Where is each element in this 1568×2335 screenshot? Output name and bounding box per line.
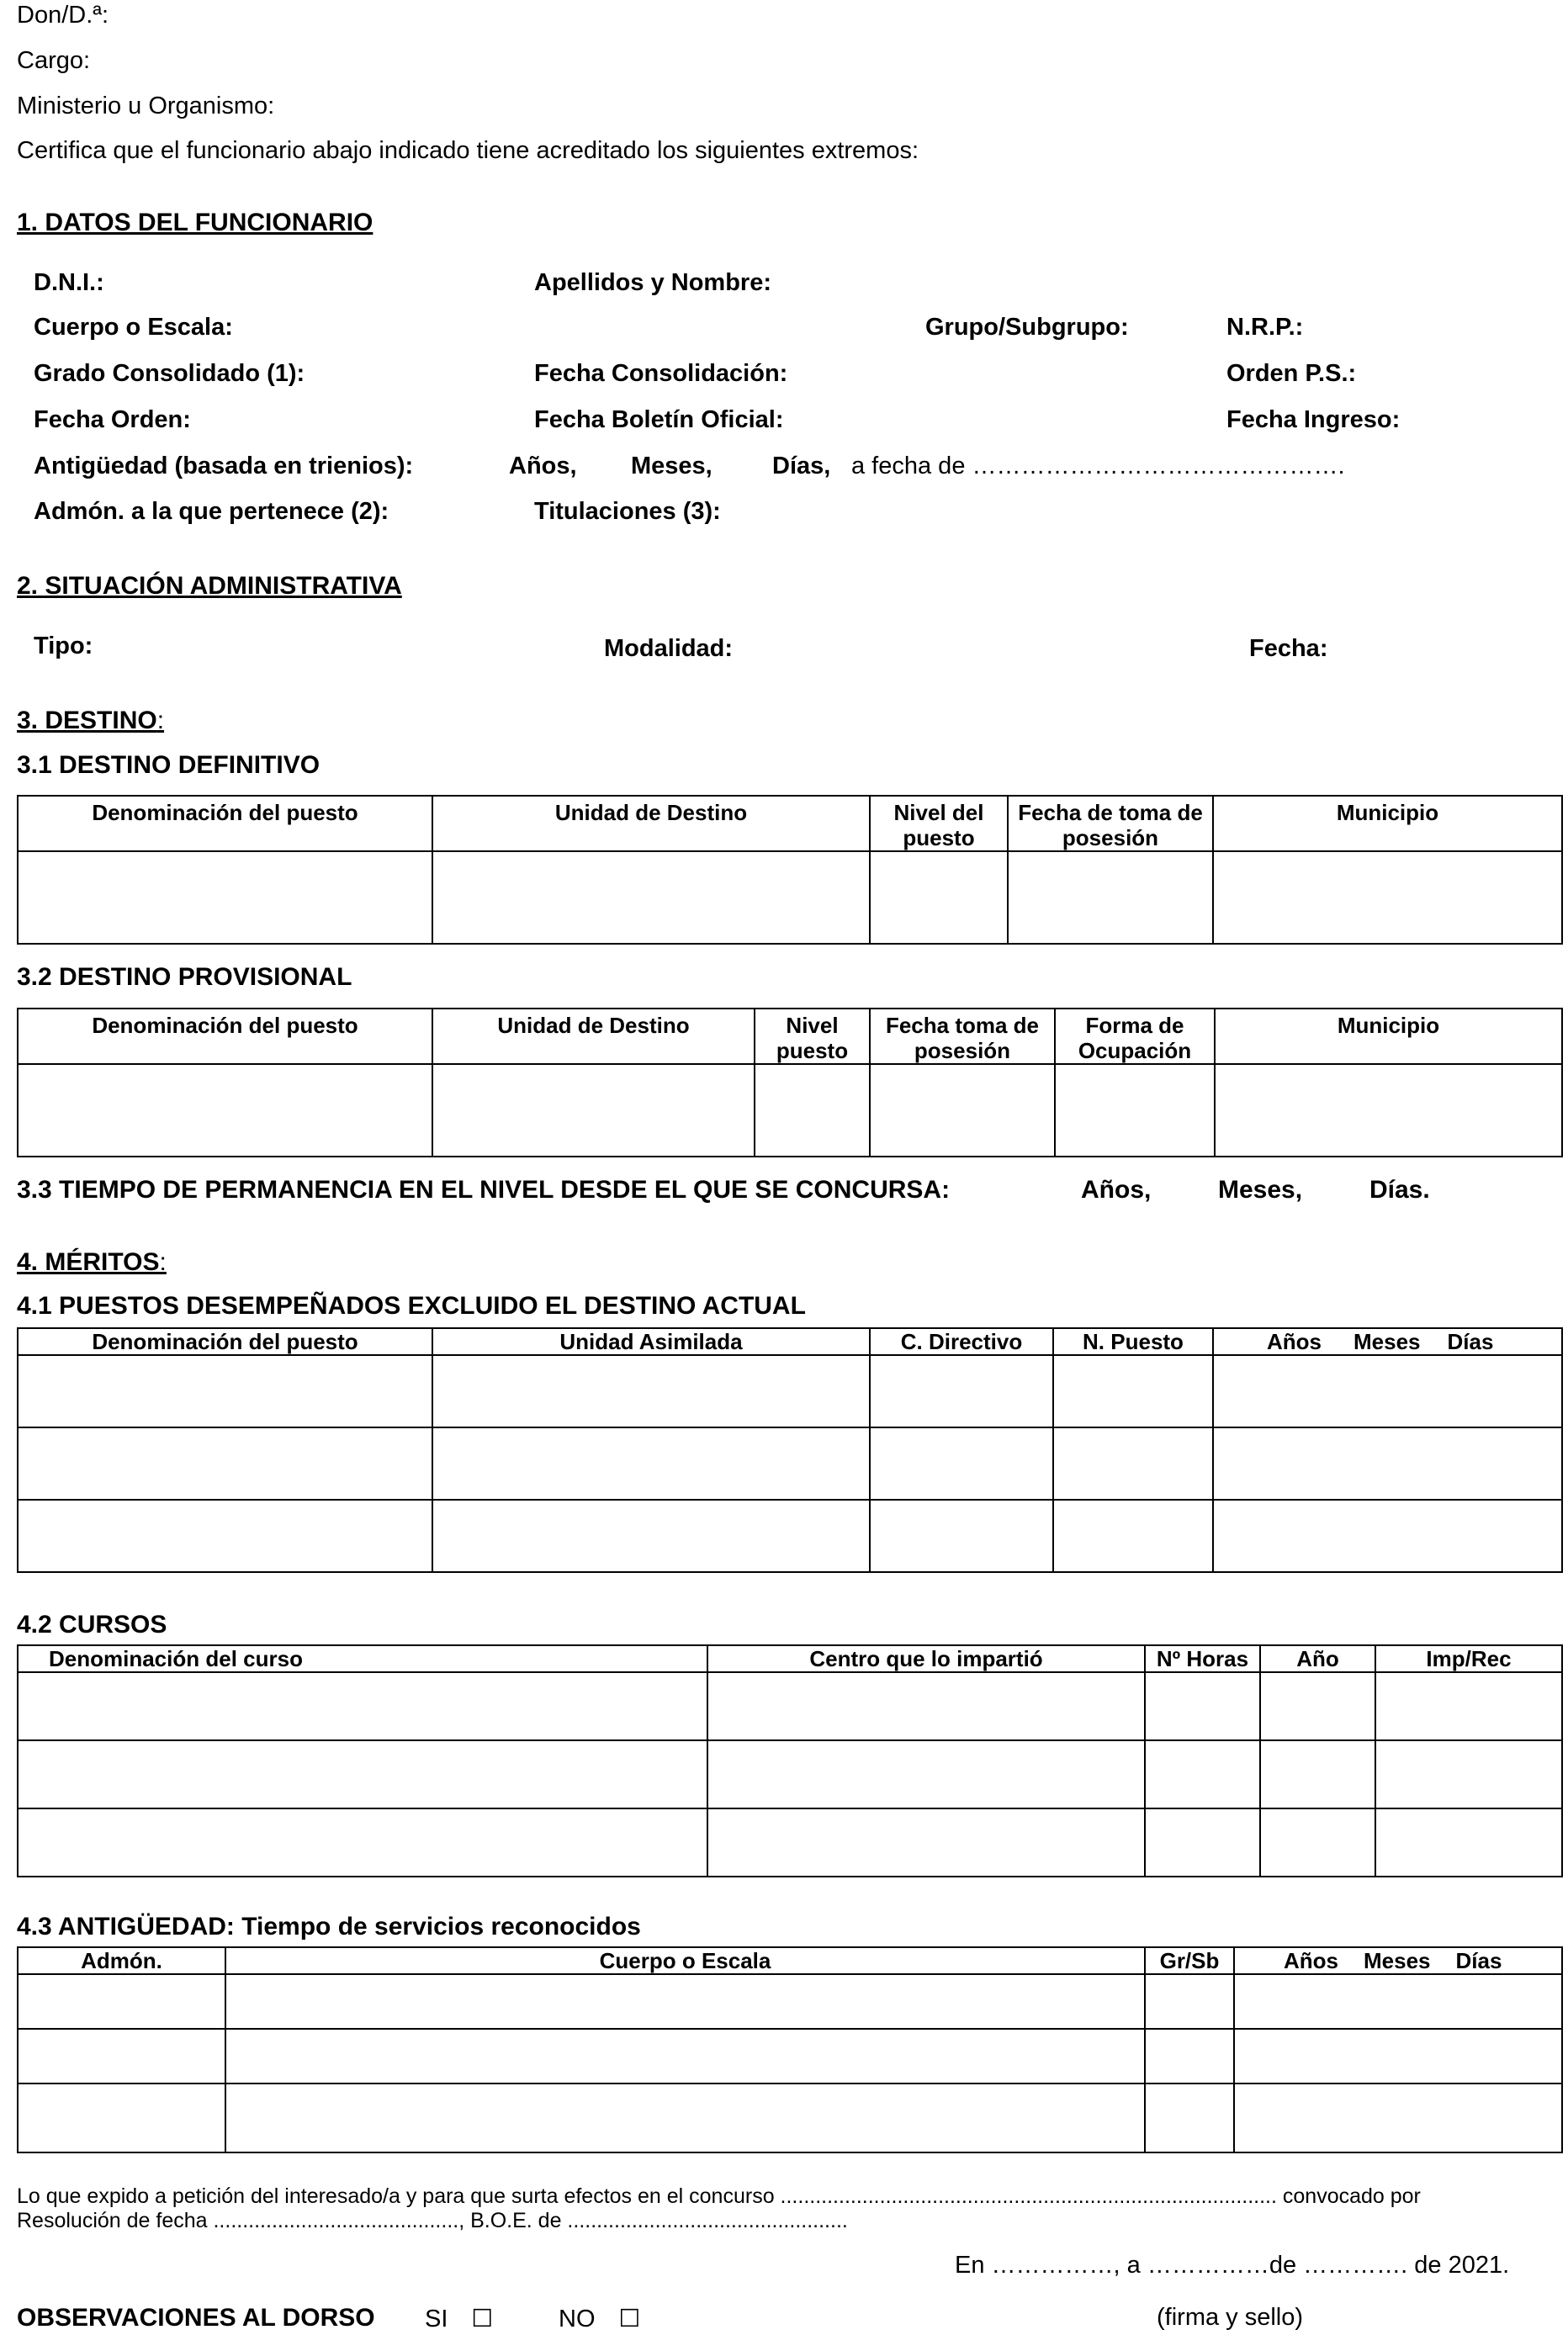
si-label: SI	[425, 2306, 448, 2332]
table-cell[interactable]	[225, 2029, 1145, 2083]
table-cell[interactable]	[1215, 1064, 1562, 1157]
footer-line2: Resolución de fecha .........................................., B.O.E. de ................................................	[17, 2209, 848, 2232]
antiguedad-servicios-title: 4.3 ANTIGÜEDAD: Tiempo de servicios reconocidos	[17, 1913, 641, 1941]
table-cell[interactable]	[1053, 1355, 1213, 1427]
meses-header: Meses	[1364, 1948, 1431, 1973]
no-label: NO	[559, 2306, 596, 2332]
table-cell[interactable]	[870, 1427, 1053, 1500]
header-cell: Denominación del puesto	[18, 796, 432, 851]
header-cell: Municipio	[1213, 796, 1562, 851]
cuerpo-label: Cuerpo o Escala:	[34, 314, 233, 341]
si-option[interactable]	[425, 2304, 493, 2333]
section2-title: 2. SITUACIÓN ADMINISTRATIVA	[17, 572, 402, 600]
header-cell: Unidad de Destino	[432, 796, 870, 851]
footer-line1: Lo que expido a petición del interesado/a y para que surta efectos en el concurso ..................................................................................... convocado por	[17, 2184, 1421, 2208]
don-label: Don/D.ª:	[17, 2, 109, 29]
header-cell: Fecha de toma de posesión	[1008, 796, 1213, 851]
header-cell: Nivel del puesto	[870, 796, 1008, 851]
permanencia-anos-label: Años,	[1081, 1176, 1152, 1204]
anos-header: Años	[1284, 1948, 1338, 1973]
header-cell: Nº Horas	[1145, 1645, 1260, 1672]
header-cell: Cuerpo o Escala	[225, 1947, 1145, 1974]
cursos-title: 4.2 CURSOS	[17, 1611, 167, 1639]
table-cell[interactable]	[1234, 2029, 1562, 2083]
table-header-row	[18, 1947, 1562, 1974]
puestos-desempenados-title: 4.1 PUESTOS DESEMPEÑADOS EXCLUIDO EL DESTINO ACTUAL	[17, 1292, 806, 1320]
table-cell[interactable]	[18, 1064, 432, 1157]
header-cell: Denominación del curso	[18, 1645, 707, 1672]
cursos-table	[17, 1644, 1563, 1877]
table-header-row	[18, 1328, 1562, 1355]
table-cell[interactable]	[1213, 1427, 1562, 1500]
table-cell[interactable]	[1055, 1064, 1215, 1157]
table-cell[interactable]	[432, 851, 870, 944]
table-cell[interactable]	[1260, 1740, 1375, 1808]
header-cell: Admón.	[18, 1947, 225, 1974]
no-option[interactable]	[559, 2304, 641, 2333]
no-checkbox-icon[interactable]: ☐	[618, 2304, 641, 2332]
table-cell[interactable]	[432, 1500, 870, 1572]
dias-header: Días	[1455, 1948, 1502, 1973]
grado-label: Grado Consolidado (1):	[34, 360, 305, 387]
table-cell[interactable]	[18, 1427, 432, 1500]
destino-definitivo-title: 3.1 DESTINO DEFINITIVO	[17, 751, 320, 779]
anos-header: Años	[1267, 1329, 1322, 1354]
table-cell[interactable]	[18, 851, 432, 944]
orden-ps-label: Orden P.S.:	[1226, 360, 1357, 387]
lugar-fecha-text: En ……………, a ……………de …………. de 2021.	[955, 2252, 1510, 2279]
fecha-orden-label: Fecha Orden:	[34, 406, 191, 433]
a-fecha-de-text: a fecha de ……………………………………….	[851, 453, 1345, 479]
table-cell[interactable]	[1053, 1427, 1213, 1500]
antiguedad-servicios-table	[17, 1946, 1563, 2153]
table-cell[interactable]	[18, 1740, 707, 1808]
permanencia-meses-label: Meses,	[1218, 1176, 1303, 1204]
header-cell: Denominación del puesto	[18, 1009, 432, 1064]
table-cell[interactable]	[1008, 851, 1213, 944]
tipo-label: Tipo:	[34, 633, 93, 659]
table-cell[interactable]	[1213, 1500, 1562, 1572]
meses-header: Meses	[1353, 1329, 1421, 1354]
table-cell[interactable]	[1145, 1974, 1234, 2029]
admon-label: Admón. a la que pertenece (2):	[34, 498, 389, 525]
header-cell: Municipio	[1215, 1009, 1562, 1064]
header-cell: Denominación del puesto	[18, 1328, 432, 1355]
table-cell[interactable]	[225, 1974, 1145, 2029]
table-row	[18, 1974, 1562, 2029]
table-cell[interactable]	[1234, 1974, 1562, 2029]
fecha-consolidacion-label: Fecha Consolidación:	[534, 360, 788, 387]
table-cell[interactable]	[755, 1064, 870, 1157]
table-cell[interactable]	[18, 1672, 707, 1740]
table-cell[interactable]	[1213, 1355, 1562, 1427]
table-cell[interactable]	[18, 1974, 225, 2029]
section3-title-wrap	[17, 707, 164, 735]
table-cell[interactable]	[432, 1355, 870, 1427]
table-row	[18, 851, 1562, 944]
table-row	[18, 1427, 1562, 1500]
fecha-situacion-label: Fecha:	[1249, 635, 1328, 662]
destino-provisional-title: 3.2 DESTINO PROVISIONAL	[17, 963, 352, 991]
table-row	[18, 1355, 1562, 1427]
table-header-row	[18, 796, 1562, 851]
header-cell: N. Puesto	[1053, 1328, 1213, 1355]
fecha-ingreso-label: Fecha Ingreso:	[1226, 406, 1401, 433]
section4-title-wrap	[17, 1248, 167, 1277]
table-cell[interactable]	[18, 1808, 707, 1877]
table-cell[interactable]	[1375, 1808, 1562, 1877]
table-row	[18, 1808, 1562, 1877]
section3-title: 3. DESTINO	[17, 707, 157, 734]
header-cell: Forma de Ocupación	[1055, 1009, 1215, 1064]
table-cell[interactable]	[870, 1064, 1055, 1157]
header-cell: Fecha toma de posesión	[870, 1009, 1055, 1064]
firma-text: (firma y sello)	[1157, 2304, 1304, 2331]
si-checkbox-icon[interactable]: ☐	[471, 2304, 494, 2332]
permanencia-dias-label: Días.	[1369, 1176, 1430, 1204]
grupo-label: Grupo/Subgrupo:	[925, 314, 1129, 341]
header-cell: Unidad de Destino	[432, 1009, 755, 1064]
table-cell[interactable]	[432, 1427, 870, 1500]
table-cell[interactable]	[1145, 2029, 1234, 2083]
table-cell[interactable]	[870, 1355, 1053, 1427]
header-cell	[1234, 1947, 1562, 1974]
table-cell[interactable]	[1260, 1808, 1375, 1877]
header-cell	[1213, 1328, 1562, 1355]
header-cell: Año	[1260, 1645, 1375, 1672]
titulaciones-label: Titulaciones (3):	[534, 498, 721, 525]
table-row	[18, 2083, 1562, 2152]
table-cell[interactable]	[1145, 1672, 1260, 1740]
table-cell[interactable]	[707, 1808, 1145, 1877]
nrp-label: N.R.P.:	[1226, 314, 1304, 341]
table-row	[18, 1740, 1562, 1808]
cargo-label: Cargo:	[17, 47, 91, 74]
table-cell[interactable]	[707, 1740, 1145, 1808]
section4-colon: :	[159, 1248, 167, 1276]
table-cell[interactable]	[1234, 2083, 1562, 2152]
table-cell[interactable]	[18, 2029, 225, 2083]
antiguedad-anos-label: Años,	[509, 453, 577, 479]
destino-definitivo-table	[17, 795, 1563, 945]
antiguedad-dias-label: Días,	[772, 453, 831, 479]
destino-provisional-table	[17, 1008, 1563, 1157]
table-row	[18, 2029, 1562, 2083]
header-cell: Nivel puesto	[755, 1009, 870, 1064]
table-cell[interactable]	[1375, 1740, 1562, 1808]
table-cell[interactable]	[1145, 2083, 1234, 2152]
table-cell[interactable]	[18, 1355, 432, 1427]
puestos-desempenados-table	[17, 1327, 1563, 1573]
header-cell: Unidad Asimilada	[432, 1328, 870, 1355]
header-cell: Imp/Rec	[1375, 1645, 1562, 1672]
table-header-row	[18, 1645, 1562, 1672]
antiguedad-label: Antigüedad (basada en trienios):	[34, 453, 414, 479]
section1-title: 1. DATOS DEL FUNCIONARIO	[17, 209, 373, 236]
antiguedad-meses-label: Meses,	[631, 453, 712, 479]
table-row	[18, 1500, 1562, 1572]
dias-header: Días	[1447, 1329, 1494, 1354]
table-header-row	[18, 1009, 1562, 1064]
dni-label: D.N.I.:	[34, 269, 104, 296]
table-cell[interactable]	[432, 1064, 755, 1157]
apellidos-label: Apellidos y Nombre:	[534, 269, 771, 296]
fecha-boletin-label: Fecha Boletín Oficial:	[534, 406, 784, 433]
header-cell: Centro que lo impartió	[707, 1645, 1145, 1672]
certifica-text: Certifica que el funcionario abajo indicado tiene acreditado los siguientes extremos:	[17, 137, 919, 164]
table-cell[interactable]	[1375, 1672, 1562, 1740]
table-cell[interactable]	[1145, 1808, 1260, 1877]
table-row	[18, 1672, 1562, 1740]
table-cell[interactable]	[18, 2083, 225, 2152]
table-cell[interactable]	[18, 1500, 432, 1572]
section3-colon: :	[156, 707, 165, 734]
observaciones-label: OBSERVACIONES AL DORSO	[17, 2304, 375, 2332]
table-cell[interactable]	[870, 1500, 1053, 1572]
header-cell: C. Directivo	[870, 1328, 1053, 1355]
permanencia-title: 3.3 TIEMPO DE PERMANENCIA EN EL NIVEL DESDE EL QUE SE CONCURSA:	[17, 1176, 951, 1204]
table-cell[interactable]	[1260, 1672, 1375, 1740]
ministerio-label: Ministerio u Organismo:	[17, 93, 275, 119]
table-cell[interactable]	[870, 851, 1008, 944]
table-row	[18, 1064, 1562, 1157]
table-cell[interactable]	[1053, 1500, 1213, 1572]
header-cell: Gr/Sb	[1145, 1947, 1234, 1974]
table-cell[interactable]	[225, 2083, 1145, 2152]
table-cell[interactable]	[1213, 851, 1562, 944]
modalidad-label: Modalidad:	[604, 635, 734, 662]
section4-title: 4. MÉRITOS	[17, 1248, 160, 1276]
table-cell[interactable]	[1145, 1740, 1260, 1808]
table-cell[interactable]	[707, 1672, 1145, 1740]
